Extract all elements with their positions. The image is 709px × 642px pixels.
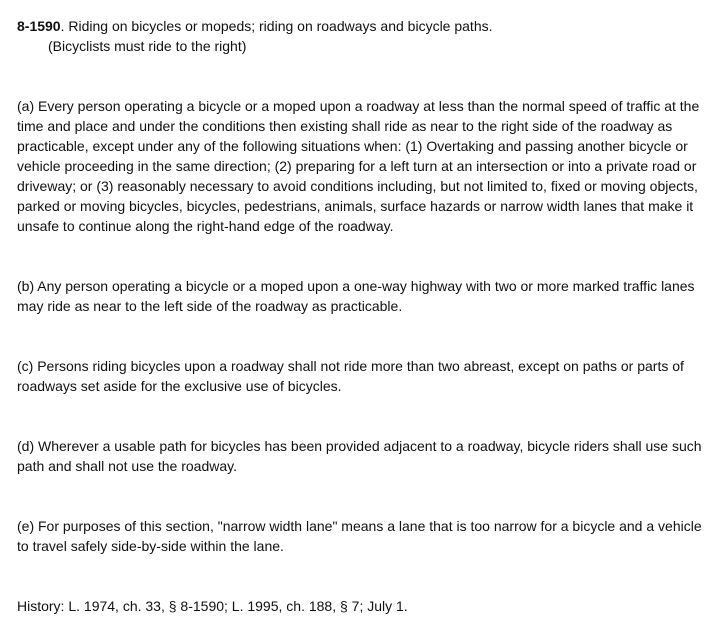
paragraph-c: (c) Persons riding bicycles upon a roadway shall not ride more than two abreast, except on paths or parts of roadways set aside for the exclusive use of bicycles. — [17, 358, 684, 394]
section-heading — [17, 16, 707, 36]
section-number: 8-1590 — [17, 18, 61, 34]
statute-document — [17, 16, 707, 616]
paragraph-a: (a) Every person operating a bicycle or a moped upon a roadway at less than the normal speed of traffic at the time and place and under the conditions then existing shall ride as near to the right side of the roadway as practicable, except under any of the following situations when: (1) Overtaking and passing another bicycle or vehicle proceeding in the same direction; (2) preparing for a left turn at an intersection or into a private road or driveway; or (3) reasonably necessary to avoid conditions including, but not limited to, fixed or moving objects, parked or moving bicycles, bicycles, pedestrians, animals, surface hazards or narrow width lanes that make it unsafe to continue along the right-hand edge of the roadway. — [17, 98, 700, 234]
section-subtitle: (Bicyclists must ride to the right) — [48, 38, 247, 54]
history-note: History: L. 1974, ch. 33, § 8-1590; L. 1995, ch. 188, § 7; July 1. — [17, 598, 408, 614]
paragraph-b: (b) Any person operating a bicycle or a moped upon a one-way highway with two or more marked traffic lanes may ride as near to the left side of the roadway as practicable. — [17, 278, 695, 314]
paragraph-e: (e) For purposes of this section, "narrow width lane" means a lane that is too narrow for a bicycle and a vehicle to travel safely side-by-side within the lane. — [17, 518, 702, 554]
section-title: . Riding on bicycles or mopeds; riding on roadways and bicycle paths. — [60, 18, 493, 34]
paragraph-d: (d) Wherever a usable path for bicycles has been provided adjacent to a roadway, bicycle riders shall use such path and shall not use the roadway. — [17, 438, 702, 474]
